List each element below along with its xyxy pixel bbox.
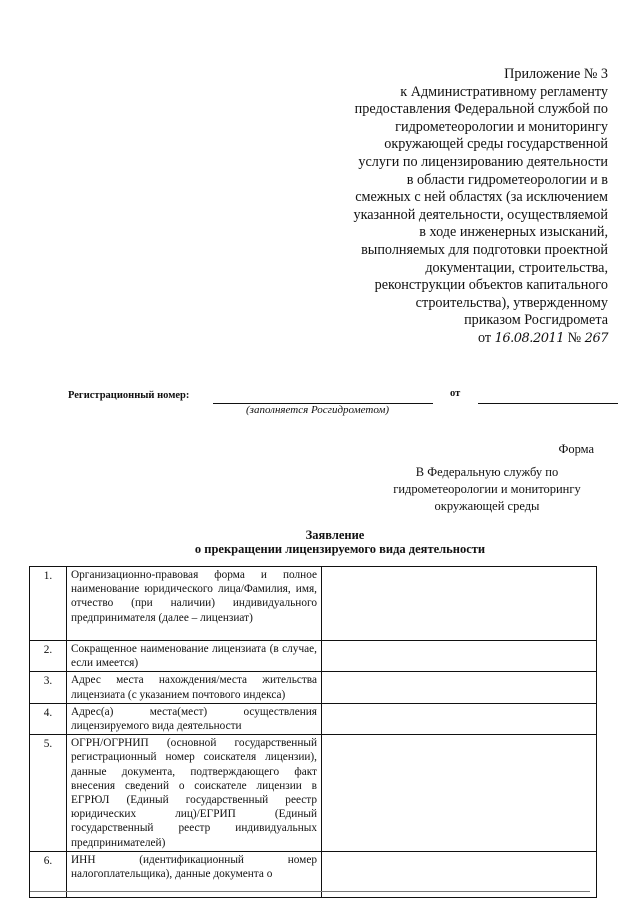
registration-number-label: Регистрационный номер: bbox=[68, 390, 190, 401]
registration-date-label: от bbox=[450, 388, 461, 399]
appendix-header bbox=[318, 66, 608, 348]
addressee-block bbox=[382, 464, 592, 515]
appendix-line: реконструкции объектов капитального bbox=[374, 277, 608, 294]
row-number: 3. bbox=[30, 672, 67, 703]
appendix-line: в ходе инженерных изысканий, bbox=[419, 224, 608, 241]
table-row bbox=[30, 703, 597, 734]
registration-note: (заполняется Росгидрометом) bbox=[246, 404, 390, 416]
order-prefix: от bbox=[477, 329, 492, 346]
order-date: 16.08.2011 bbox=[494, 330, 565, 346]
appendix-line: документации, строительства, bbox=[425, 259, 608, 276]
row-description: Адрес места нахождения/места жительства лицензиата (с указанием почтового индекса) bbox=[67, 672, 322, 703]
row-number: 4. bbox=[30, 703, 67, 734]
document-title: Заявление bbox=[305, 528, 365, 542]
row-number: 2. bbox=[30, 641, 67, 672]
appendix-line: в области гидрометеорологии и в bbox=[406, 171, 608, 188]
row-description: ОГРН/ОГРНИП (основной государственный регистрационный номер соискателя лицензии), данные документа, подтверждающего факт внесения сведений о соискателе лицензии в ЕГРЮЛ (Единый государственный реестр юридических лиц)/ЕГРИП (Единый государственный реестр индивидуальных предпринимателей) bbox=[67, 735, 322, 852]
appendix-line: окружающей среды государственной bbox=[384, 136, 608, 153]
row-number: 5. bbox=[30, 735, 67, 852]
application-table bbox=[29, 566, 597, 898]
form-label: Форма bbox=[558, 442, 594, 456]
appendix-line: предоставления Федеральной службой по bbox=[354, 101, 608, 118]
addressee-line: В Федеральную службу по bbox=[415, 465, 559, 479]
appendix-line: к Административному регламенту bbox=[400, 83, 608, 100]
document-subtitle: о прекращении лицензируемого вида деятельности bbox=[194, 542, 486, 556]
order-reference bbox=[318, 330, 608, 348]
row-description: ИНН (идентификационный номер налогоплательщика), данные документа о bbox=[67, 851, 322, 897]
row-number: 6. bbox=[30, 851, 67, 897]
table-row bbox=[30, 672, 597, 703]
order-number: 267 bbox=[584, 330, 608, 346]
row-number: 1. bbox=[30, 567, 67, 641]
row-description: Адрес(а) места(мест) осуществления лицензируемого вида деятельности bbox=[67, 703, 322, 734]
row-description: Организационно-правовая форма и полное наименование юридического лица/Фамилия, имя, отчество (при наличии) индивидуального предпринимателя (далее – лицензиат) bbox=[67, 567, 322, 641]
row-value-field[interactable] bbox=[322, 641, 597, 672]
registration-date-field[interactable] bbox=[478, 403, 618, 404]
table-row bbox=[30, 567, 597, 641]
table-row bbox=[30, 735, 597, 852]
page-bottom-edge bbox=[30, 891, 590, 892]
table-row bbox=[30, 641, 597, 672]
appendix-line: указанной деятельности, осуществляемой bbox=[353, 206, 608, 223]
addressee-line: окружающей среды bbox=[434, 499, 540, 513]
appendix-line: выполняемых для подготовки проектной bbox=[361, 241, 608, 258]
order-number-label: № bbox=[567, 329, 582, 346]
appendix-line: услуги по лицензированию деятельности bbox=[358, 153, 608, 170]
appendix-line: приказом Росгидромета bbox=[464, 312, 608, 329]
appendix-line: Приложение № 3 bbox=[504, 66, 608, 82]
appendix-line: гидрометеорологии и мониторингу bbox=[395, 118, 608, 135]
row-description: Сокращенное наименование лицензиата (в случае, если имеется) bbox=[67, 641, 322, 672]
row-value-field[interactable] bbox=[322, 567, 597, 641]
row-value-field[interactable] bbox=[322, 672, 597, 703]
row-value-field[interactable] bbox=[322, 703, 597, 734]
addressee-line: гидрометеорологии и мониторингу bbox=[393, 482, 581, 496]
row-value-field[interactable] bbox=[322, 735, 597, 852]
appendix-line: строительства), утвержденному bbox=[415, 294, 608, 311]
appendix-line: смежных с ней областях (за исключением bbox=[355, 189, 608, 206]
